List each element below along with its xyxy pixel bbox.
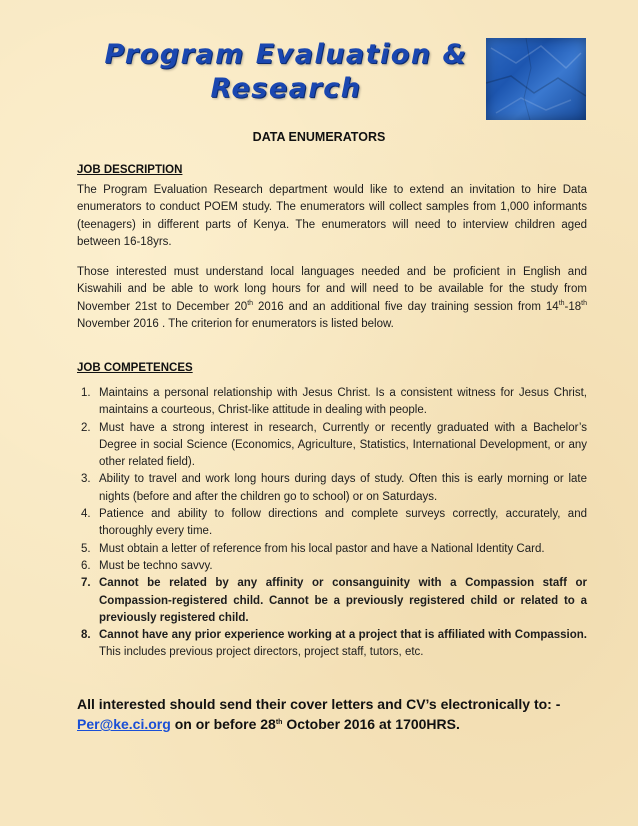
list-item <box>77 385 587 420</box>
list-item-text: Ability to travel and work long hours during days of study. Often this is early morning or late nights (before and after the children go to school) or on Saturdays. <box>99 473 587 503</box>
list-item-number: 4. <box>81 508 91 521</box>
list-item-number: 8. <box>81 629 91 642</box>
list-item <box>77 506 587 541</box>
list-item-text: Cannot be related by any affinity or consanguinity with a Compassion staff or Compassion-registered child. Cannot be a previously registered child or related to a previously registered child. <box>99 577 587 624</box>
para2-text-d: November 2016 . The criterion for enumerators is listed below. <box>77 317 394 330</box>
list-item <box>77 420 587 472</box>
job-competences-label: JOB COMPETENCES <box>77 362 193 374</box>
list-item <box>77 471 587 506</box>
email-link[interactable]: Per@ke.ci.org <box>77 716 171 732</box>
job-description-paragraph-1: The Program Evaluation Research department would like to extend an invitation to hire Data enumerators to conduct POEM study. The enumerators will collect samples from 1,000 informants (teenagers) in different parts of Kenya. The enumerators will need to interview children aged between 16-18yrs. <box>77 184 587 248</box>
list-item-number: 1. <box>81 387 91 399</box>
list-item-number: 7. <box>81 577 91 590</box>
list-item <box>77 627 587 662</box>
list-item-text: Must have a strong interest in research, Currently or recently graduated with a Bachelor’s Degree in social Science (Economics, Agriculture, Statistics, International Development, or any other related field). <box>99 421 587 469</box>
title-line-2: Research <box>210 73 362 104</box>
list-item-text: Must obtain a letter of reference from his local pastor and have a National Identity Card. <box>99 542 545 555</box>
para2-text-a: Those interested must understand local languages needed and be proficient in English and Kiswahili and be able to work long hours for and will need to be available for the study from November 21st to December 20 <box>77 266 587 313</box>
closing-sup: th <box>275 719 283 726</box>
job-title-heading: DATA ENUMERATORS <box>252 130 386 144</box>
decorative-blue-block <box>486 38 586 120</box>
list-item <box>77 541 587 558</box>
closing-instructions <box>77 694 592 734</box>
list-item-number: 6. <box>81 559 91 572</box>
list-item-text-continued: This includes previous project directors, project staff, tutors, etc. <box>99 646 424 659</box>
para2-text-c: -18 <box>564 300 582 313</box>
closing-text-end: October 2016 at 1700HRS. <box>282 716 460 732</box>
list-item <box>77 575 587 627</box>
document-title <box>86 38 486 106</box>
para2-sup-a: th <box>247 299 254 307</box>
para2-text-b: 2016 and an additional five day training session from 14 <box>253 300 559 313</box>
list-item-text: Maintains a personal relationship with Jesus Christ. Is a consistent witness for Jesus Christ, maintains a courteous, Christ-like attitude in dealing with people. <box>99 387 587 417</box>
crumpled-paper-texture-icon <box>486 38 586 120</box>
job-description-label: JOB DESCRIPTION <box>77 164 183 176</box>
list-item <box>77 558 587 575</box>
list-item-text: Must be techno savvy. <box>99 559 213 572</box>
list-item-text: Cannot have any prior experience working at a project that is affiliated with Compassion. <box>99 629 587 642</box>
competences-list <box>77 385 587 662</box>
list-item-number: 5. <box>81 542 91 555</box>
list-item-number: 3. <box>81 473 91 486</box>
para2-sup-c: th <box>581 299 587 307</box>
closing-text-start: All interested should send their cover letters and CV’s electronically to: - <box>77 696 561 712</box>
title-line-1: Program Evaluation & <box>104 39 468 70</box>
list-item-number: 2. <box>81 421 91 434</box>
job-description-paragraph-2 <box>77 264 587 333</box>
closing-text-middle: on or before 28 <box>170 716 276 732</box>
para2-sup-b: th <box>558 299 565 307</box>
list-item-text: Patience and ability to follow directions and complete surveys correctly, accurately, and thoroughly every time. <box>99 508 587 538</box>
